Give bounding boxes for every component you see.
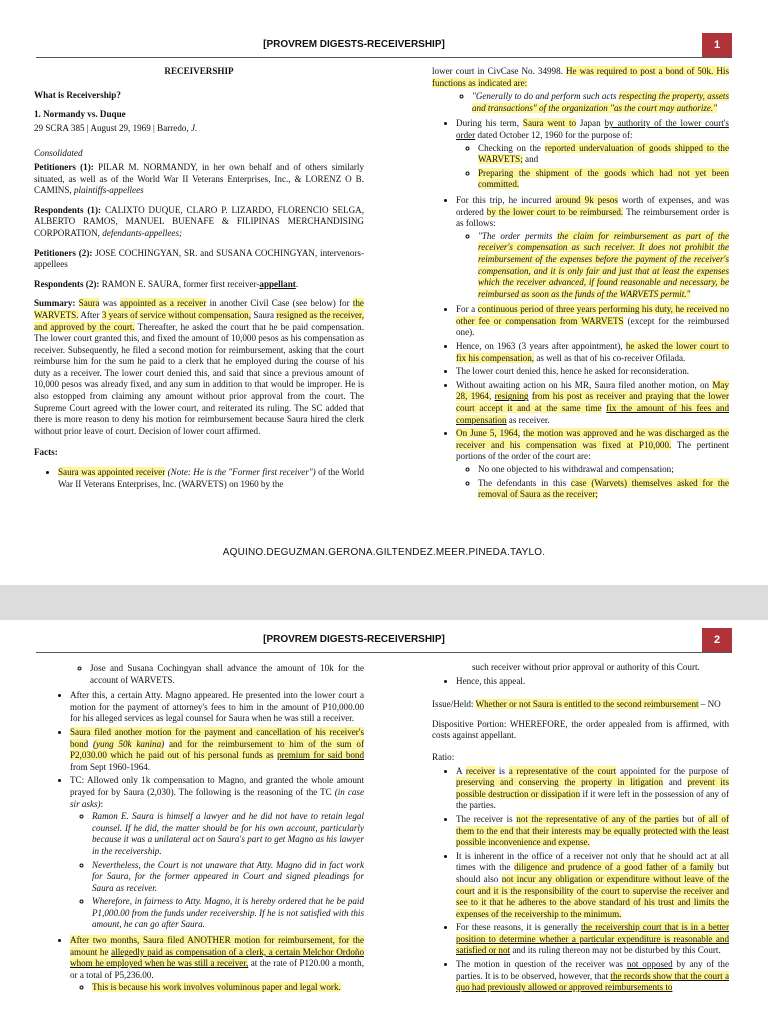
left-column [34, 66, 364, 494]
list-item: • For these reasons, it is generally the receivership court that is in a better position to determine whether a particular expenditure is reasonable and satisfied or not and its ruling thereon may not be disturbed by this Court. [456, 922, 729, 957]
facts-list-continued [52, 690, 364, 994]
dispositive-portion: Dispositive Portion: WHEREFORE, the order appealed from is affirmed, with costs against appellant. [432, 718, 729, 741]
page-number-badge: 1 [702, 33, 732, 57]
list-item: • The lower court denied this, hence he asked for reconsideration. [456, 366, 729, 378]
sub-list [456, 143, 729, 191]
left-column [52, 662, 364, 998]
header-title: [PROVREM DIGESTS-RECEIVERSHIP] [263, 39, 445, 50]
petitioners-1: Petitioners (1): PILAR M. NORMANDY, in her own behalf and of others similarly situated, as well as of the World War II Veterans Enterprises, Inc., & LORENZ O B. CAMINS, plaintiffs-appellees [34, 161, 364, 196]
list-item: ◦ This is because his work involves voluminous paper and legal work. [92, 982, 364, 994]
list-item: • After two months, Saura filed ANOTHER motion for reimbursement, for the amount he allegedly paid as compensation of a clerk, a certain Melchor Ordoño whom he employed when he was still a receiver, at the rate of P120.00 a month, or a total of P5,236.00. ◦ This is because his work involves voluminous paper and legal work. [70, 935, 364, 994]
list-item: • TC: Allowed only 1k compensation to Magno, and granted the whole amount prayed for by Saura (2,030). The following is the reasoning of the TC (in case sir asks): ◦ Ramon E. Saura is himself a lawyer and he did not have to retain legal counsel. If he did, the matter should be for his own account, particularly because it was a unilateral act on Saura's part to get Magno as his lawyer in the receivership. ◦ Nevertheless, the Court is not unaware that Atty. Magno did in fact work for Saura, for the former appeared in Court and signed pleadings for Saura as receiver. ◦ Wherefore, in fairness to Atty. Magno, it is hereby ordered that he be paid P1,000.00 from the funds under receivership. If he is not satisfied with this amount, he can go after Saura. [70, 775, 364, 931]
list-item: • Saura was appointed receiver (Note: He is the "Former first receiver") of the World War II Veterans Enterprises, Inc. (WARVETS) on 1960 by the [58, 467, 364, 490]
quote-continued: such receiver without prior approval or authority of this Court. [472, 662, 700, 672]
functions-list [432, 91, 729, 114]
header-title: [PROVREM DIGESTS-RECEIVERSHIP] [263, 634, 445, 645]
list-item: ◦ Preparing the shipment of the goods which had not yet been committed. [478, 168, 729, 191]
petitioners-2: Petitioners (2): JOSE COCHINGYAN, SR. and SUSANA COCHINGYAN, intervenors-appellees [34, 247, 364, 270]
list-item: • On June 5, 1964, the motion was approved and he was discharged as the receiver and his compensation was fixed at P10,000. The pertinent portions of the order of the court are: ◦ No one objected to his withdrawal and compensation; ◦ The defendants in this case (Warvets) themselves asked for the removal of Saura as the receiver; [456, 428, 729, 501]
facts-list-end [432, 676, 729, 688]
facts-list [34, 467, 364, 490]
list-item: ◦ Jose and Susana Cochingyan shall advance the amount of 10k for the account of WARVETS. [90, 663, 364, 686]
respondents-2: Respondents (2): RAMON E. SAURA, former first receiver-appellant. [34, 278, 299, 289]
list-item: • The receiver is not the representative of any of the parties but of all of them to the end that their interests may be equally protected with the least possible inconvenience and expense. [456, 814, 729, 849]
list-item: • For this trip, he incurred around 9k pesos worth of expenses, and was ordered by the lower court to be reimbursed. The reimbursement order is as follows: ◦ "The order permits the claim for reimbursement as part of the receiver's compensation as such receiver. It does not prohibit the reimbursement of the expenses before the payment of the receiver's compensation, and it is only fair and just that at least the expenses which the receiver advanced, if found reasonable and necessary, be reimbursed as soon as the funds of the WARVETS permit." [456, 195, 729, 300]
list-item: ◦ Wherefore, in fairness to Atty. Magno, it is hereby ordered that he be paid P1,000.00 from the funds under receivership. If he is not satisfied with this amount, he can go after Saura. [92, 896, 364, 931]
respondents-1: Respondents (1): CALIXTO DUQUE, CLARO P. LIZARDO, FLORENCIO SELGA, ALBERTO RAMOS, MANUEL BUENAFE & FILIPINAS MERCHANDISING CORPORATION, defendants-appellees; [34, 204, 364, 238]
page-header [36, 628, 732, 653]
summary-paragraph: Summary: Saura was appointed as a receiver in another Civil Case (see below) for the WARVETS. After 3 years of service without compensation, Saura resigned as the receiver, and approved by the court. Thereafter, he asked the court that he be paid compensation. The lower court granted this, and fixed the amount of 10,000 pesos as his compensation as receiver. Subsequently, he filed a second motion for reimbursement, asking that the court reimburse him for the sum he paid to a clerk that he employed during the course of his duty as a receiver. The lower court denied this, and said that since a previous amount of 10,000 pesos was already fixed, and any sum in addition to that would be improper. He is also estopped from claiming any amount without prior approval from the court. The Supreme Court agreed with the lower court, and reiterated its ruling. The SC added that there is more reason to deny his motion for reimbursement because Saura hired the clerk without prior leave of court. Decision of lower court affirmed. [34, 298, 364, 436]
right-column [432, 662, 729, 998]
list-item: ◦ "The order permits the claim for reimbursement as part of the receiver's compensation as such receiver. It does not prohibit the reimbursement of the expenses before the payment of the receiver's compensation, and it is only fair and just that at least the expenses which the receiver advanced, if found reasonable and necessary, be reimbursed as soon as the funds of the WARVETS permit." [478, 231, 729, 301]
facts-continued: lower court in CivCase No. 34998. He was required to post a bond of 50k. His functions as indicated are: [432, 66, 729, 88]
case-citation: 29 SCRA 385 | August 29, 1969 | Barredo, J. [34, 122, 198, 133]
list-item: • It is inherent in the office of a receiver not only that he should act at all times with the diligence and prudence of a good father of a family but should also not incur any obligation or expenditure without leave of the court and it is the responsibility of the court to supervise the receiver and see to it that he adheres to the above standard of his trust and limits the expenses of the receivership to the minimum. [456, 851, 729, 921]
list-item: • A receiver is a representative of the court appointed for the purpose of preserving and conserving the property in litigation and prevent its possible destruction or dissipation if it were left in the possession of any of the parties. [456, 766, 729, 812]
list-item: • The motion in question of the receiver was not opposed by any of the parties. It is to be observed, however, that the records show that the court a quo had previously allowed or approved reimbursements to [456, 959, 729, 994]
ratio-heading: Ratio: [432, 751, 455, 762]
list-item: • Hence, on 1963 (3 years after appointment), he asked the lower court to fix his compensation, as well as that of his co-receiver Ofilada. [456, 341, 729, 364]
right-column [432, 66, 729, 505]
ratio-list [432, 766, 729, 994]
page-footer: AQUINO.DEGUZMAN.GERONA.GILTENDEZ.MEER.PINEDA.TAYLO. [222, 547, 546, 558]
list-item: ◦ Ramon E. Saura is himself a lawyer and he did not have to retain legal counsel. If he did, the matter should be for his own account, particularly because it was a unilateral act on Saura's part to get Magno as his lawyer in the receivership. [92, 811, 364, 857]
list-item: ◦ Nevertheless, the Court is not unaware that Atty. Magno did in fact work for Saura, for the former appeared in Court and signed pleadings for Saura as receiver. [92, 860, 364, 895]
facts-list-continued [432, 118, 729, 500]
sub-list [456, 231, 729, 301]
issue-held: Issue/Held: Whether or not Saura is entitled to the second reimbursement – NO [432, 699, 721, 710]
facts-heading: Facts: [34, 447, 58, 458]
page-number-badge: 2 [702, 628, 732, 652]
list-item: • Hence, this appeal. [456, 676, 729, 688]
list-item: • After this, a certain Atty. Magno appeared. He presented into the lower court a motion for the payment of attorney's fees to him in the amount of P10,000.00 for his alleged services as legal counsel for Saura when he was still a receiver. [70, 690, 364, 725]
list-item: • During his term, Saura went to Japan by authority of the lower court's order dated October 12, 1960 for the purpose of: ◦ Checking on the reported undervaluation of goods shipped to the WARVETS; and ◦ Preparing the shipment of the goods which had not yet been committed. [456, 118, 729, 191]
consolidated-label: Consolidated [34, 148, 83, 159]
list-item: • For a continuous period of three years performing his duty, he received no other fee or compensation from WARVETS (except for the reimbursed one). [456, 304, 729, 339]
question-heading: What is Receivership? [34, 89, 121, 100]
list-item: ◦ No one objected to his withdrawal and compensation; [478, 464, 729, 476]
document-page-2 [0, 620, 768, 1024]
list-item: • Without awaiting action on his MR, Saura filed another motion, on May 28, 1964, resigning from his post as receiver and praying that the lower court accept it and at the same time fix the amount of his fees and compensation as receiver. [456, 380, 729, 426]
list-item: ◦ The defendants in this case (Warvets) themselves asked for the removal of Saura as the receiver; [478, 478, 729, 501]
sub-list [456, 464, 729, 501]
list-item: ◦ "Generally to do and perform such acts respecting the property, assets and transactions" of the organization "as the court may authorize." [472, 91, 729, 114]
case-title: 1. Normandy vs. Duque [34, 109, 126, 120]
page-header [36, 33, 732, 58]
sub-list [70, 982, 364, 994]
list-item: • Saura filed another motion for the payment and cancellation of his receiver's bond (yung 50k kanina) and for the reimbursement to him of the sum of P2,030.00 which he paid out of his personal funds as premium for said bond from Sept 1960-1964. [70, 727, 364, 773]
list-item: ◦ Checking on the reported undervaluation of goods shipped to the WARVETS; and [478, 143, 729, 166]
section-heading: RECEIVERSHIP [164, 66, 234, 76]
sub-list [70, 811, 364, 931]
sub-list [52, 663, 364, 686]
